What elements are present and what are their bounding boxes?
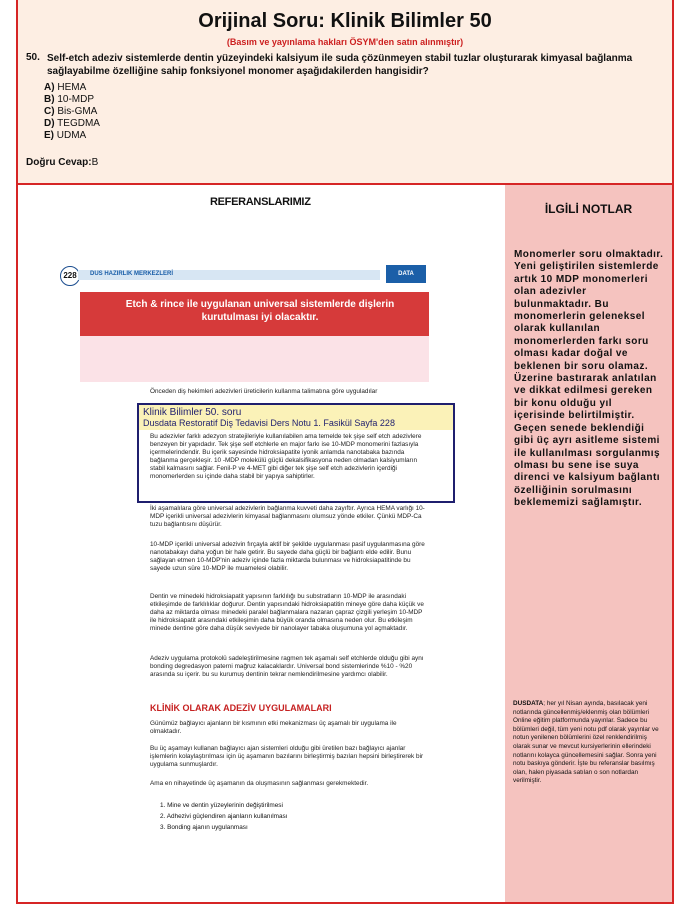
publisher-logo: DATA [386,265,426,283]
reference-paragraph: İki aşamalılara göre universal adezivlerin bağlanma kuvveti daha zayıftır. Ayrıca HEMA varlığı 10-MDP içerikli universal adezivlerin kimyasal bağlanmasını olumsuz yönde etkiler. Çünkü MDP-Ca tuzu bağlantısını düşürür. [150,505,425,528]
highlight-box-title: Etch & rince ile uygulanan universal sistemlerde dişlerin kurutulması iyi olacaktır. [125,299,395,323]
copyright-note: (Basım ve yayınlama hakları ÖSYM'den satın alınmıştır) [226,37,464,47]
option-text: HEMA [57,82,87,93]
option-d [44,118,100,130]
reference-paragraph: Ama en nihayetinde üç aşamanın da oluşmasının sağlanması gerekmektedir. [150,780,369,787]
option-letter: E) [44,130,54,141]
page-title: Orijinal Soru: Klinik Bilimler 50 [198,10,492,32]
steps-list [160,800,420,833]
option-text: Bis-GMA [57,106,98,117]
answer-label: Doğru Cevap: [26,157,92,168]
page-number-badge: 228 [60,266,80,286]
reference-paragraph: Günümüz bağlayıcı ajanların bir kısmının etki mekanizması üç aşamalı bir uygulama ile olmaktadır. [150,720,397,735]
list-item: 2. Adhezivi güçlendiren ajanların kullanılması [160,813,288,820]
reference-paragraph: Adeziv uygulama protokolü sadeleştirilmesine ragmen tek aşamalı self etchlerde olduğu gibi aynı bonding degredasyon paterni mağruz kalacaklardır. Universal bond sistemlerinde %10 - %20 arasında su içerir. bu su kurumuş dentinin tekrar nemlendirilmesine yardımcı olabilir. [150,655,424,678]
reference-paragraph: Dentin ve minedeki hidroksiapatit yapısının farklılığı bu substratların 10-MDP ile arasındaki etkileşimde de farklılıklar doğurur. Dentin yapısındaki hidroksiapatitin mineye göre daha küçük ve daha az miktarda olması minedeki paralel bağlanmalara nazaran çapraz çizgili yerleşim 10-MDP ile hidroksiapatit arasındaki etkileşimin daha büyük oranda olmasına neden olur. Bu etkileşim minede dentine göre daha düşük seviyede bir nanolayer tabaka oluşumuna yol açmaktadır. [150,593,424,632]
references-heading: REFERANSLARIMIZ [210,196,311,208]
option-e [44,130,86,142]
footnote-brand: DUSDATA [513,700,544,707]
option-letter: C) [44,106,55,117]
option-text: UDMA [56,130,87,141]
answer-value: B [91,157,99,168]
option-letter: B) [44,94,55,105]
question-number: 50. [26,52,40,63]
option-letter: A) [44,82,55,93]
notes-title: İLGİLİ NOTLAR [544,202,633,216]
section-heading: KLİNİK OLARAK ADEZİV UYGULAMALARI [150,703,332,713]
option-a [44,82,86,94]
question-text: Self-etch adeziv sistemlerde dentin yüzeyindeki kalsiyum ile suda çözünmeyen stabil tuzlar oluşturarak kimyasal bağlanma sağlayabilme özelliğine sahip fonksiyonel monomer aşağıdakilerden hangisidir? [47,53,633,77]
option-c [44,106,97,118]
reference-paragraph: Önceden diş hekimleri adezivleri üreticilerin kullanma talimatına göre uyguladılar [150,388,378,395]
info-box [80,336,429,382]
reference-paragraph: Bu adezivler farklı adezyon stratejileriyle kullanılabilen ama temelde tek şişe self etch adezivlere benzeyen bir yapıdadır. Tek şişe self etchlerle en major farkı ise 10-MDP monomerini fazlasıyla içermelerindendir. Bu içerik sayesinde hidroksiapatite iyonik anlamda nanotabaka bazında bağlanma gerçekleşir. 10 -MDP molekülü güçlü dekalsifikasyona neden olmadan kalsiyumların stabil kalmasını sağlar. Fenil-P ve 4-MET gibi diğer tek şişe self etch adezivlerin içerdiği monomerlerden su içinde daha stabil bir yapıya sahiptirler. [150,433,422,480]
reference-label-source: Dusdata Restoratif Diş Tedavisi Ders Notu 1. Fasikül Sayfa 228 [143,418,395,428]
notes-panel [505,185,672,902]
list-item: 1. Mine ve dentin yüzeylerinin değiştirilmesi [160,802,283,809]
list-item: 3. Bonding ajanın uygulanması [160,824,248,831]
option-text: TEGDMA [57,118,100,129]
reference-label-question: Klinik Bilimler 50. soru [143,407,242,418]
option-letter: D) [44,118,55,129]
correct-answer [26,157,98,168]
footnote-text: ; her yıl Nisan ayında, basılacak yeni notlarında güncellenmiş/eklenmiş olan bölümleri Online eğitim platformunda yayınlar. Sadece bu bölümleri değil, tüm yeni notu pdf olarak yayınlar ve notun yenilenen bölümlerini özel renklendirilmiş olarak sunar ve mevcut kursiyerlerinin ellerindeki notlarını kolayca güncellemesini sağlar. Sonra yeni notu baskıya gönderir. İşte bu referanslar basılmış olan, halen piyasada satılan o son notlardan verilmiştir. [513,700,659,785]
publisher-name: DUS HAZIRLIK MERKEZLERİ [90,271,173,277]
option-b [44,94,94,106]
option-text: 10-MDP [57,94,95,105]
notes-body: Monomerler soru olmaktadır. Yeni geliştirilen sistemlerde artık 10 MDP monomerleri olan adezivler bulunmaktadır. Bu monomerlerin geleneksel olarak kullanılan monomerlerden farkı soru olması kadar doğal ve beklenen bir soru olamaz. Üzerine bastırarak anlatılan ve dikkat edilmesi gereken bir konu olduğu yıl içerisinde belirtilmiştir. Geçen senede beklendiği gibi üç ayrı asitleme sistemi ile kullanılması sorgulanmış olması bu sene ise suya direnci ve kalsiyum bağlantı özelliğinin sorulmasını beklememizi sağlamıştır. [514,249,664,509]
notes-footnote [513,700,663,786]
question-panel [18,0,672,185]
reference-paragraph: 10-MDP içerikli universal adezivin fırçayla aktif bir şekilde uygulanması pasif uygulanmasına göre nanotabakayı daha yoğun bir hale getirir. Bu sayede daha güçlü bir bağlantı elde edilir. Bunu sağlayan etmen 10-MDP'nin adeziv içinde fazla miktarda bulunması ve hidroksiapatitinde bu sayede uzun süre 10-MDP ile muamelesi olabilir. [150,541,425,572]
reference-label [137,403,455,430]
reference-paragraph: Bu üç aşamayı kullanan bağlayıcı ajan sistemleri olduğu gibi üretilen bazı bağlayıcı ajanlar işlemlerin kolaylaştırılması için üç aşamanın bazılarını birleştirmiş bazıları hepsini birleştirerek bir uygulama sunmuşlardır. [150,745,424,768]
